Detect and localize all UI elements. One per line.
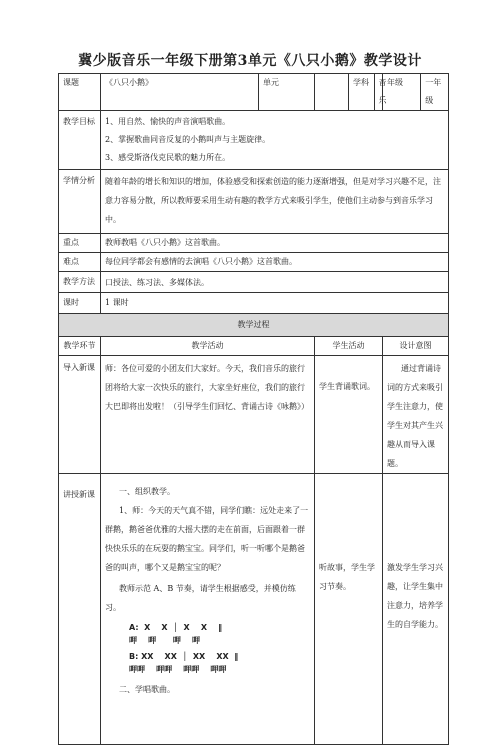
grade-cell	[383, 74, 449, 111]
process-row	[59, 474, 449, 745]
column-intent: 设计意图	[383, 337, 449, 356]
student-cell	[315, 474, 383, 745]
difficulty-text: 每位同学都会有感情的去演唱《八只小鹅》这首歌曲。	[101, 253, 449, 272]
stage-cell: 导入新课	[59, 356, 101, 474]
process-header-row	[59, 314, 449, 337]
goals-row	[59, 111, 449, 170]
activity-paragraph: 教师示范 A、B 节奏，请学生根据感受，并模仿练习。	[105, 584, 296, 612]
column-stage: 教学环节	[59, 337, 101, 356]
goals-label: 教学目标	[59, 111, 101, 170]
analysis-label: 学情分析	[59, 170, 101, 234]
activity-paragraph: 二、学唱歌曲。	[119, 685, 175, 694]
document-title: 冀少版音乐一年级下册第3单元《八只小鹅》教学设计	[78, 53, 422, 69]
intent-cell	[383, 474, 449, 745]
activity-cell: 师：各位可爱的小团友们大家好。今天，我们音乐的旅行团将给大家一次快乐的旅行，大家坐好座位，我们的旅行大巴即将出发啦！（引导学生们回忆、背诵古诗《咏鹅》）	[101, 356, 315, 474]
process-row	[59, 356, 449, 474]
analysis-text: 随着年龄的增长和知识的增加，体验感受和探索创造的能力逐渐增强，但是对学习兴趣不足，注意力容易分散，所以教师要采用生动有趣的教学方式来吸引学生，使他们主动参与到音乐学习中。	[101, 170, 449, 234]
activity-cell	[101, 474, 315, 745]
lesson-value: 《八只小鹅》	[101, 74, 259, 111]
stage-cell: 讲授新课	[59, 474, 101, 745]
lesson-label: 课题	[59, 74, 101, 111]
hours-row	[59, 293, 449, 314]
unit-value	[315, 74, 349, 111]
subject-label: 学科	[349, 74, 374, 110]
hours-label: 课时	[59, 293, 101, 314]
process-header: 教学过程	[59, 314, 449, 337]
unit-label: 单元	[259, 74, 315, 111]
student-cell	[315, 356, 383, 474]
column-activity: 教学活动	[101, 337, 315, 356]
activity-paragraph: 1、师：今天的天气真不错，同学们瞧：远处走来了一群鹅，鹅爸爸优雅的大摇大摆的走在前面，后面跟着一群快快乐乐的在玩耍的鹅宝宝。同学们，听一听哪个是鹅爸爸的叫声，哪个又是鹅宝宝的呢？	[105, 506, 309, 572]
methods-row	[59, 272, 449, 293]
grade-value: 一年级	[425, 78, 442, 105]
student-text: 听故事，学生学习节奏。	[319, 563, 375, 591]
grade-label: 年级	[383, 74, 421, 110]
difficulty-label: 难点	[59, 253, 101, 272]
hours-text: 1 课时	[101, 293, 449, 314]
rhythm-a-words: 呷 呷 呷 呷	[129, 636, 200, 645]
activity-heading: 一、组织教学。	[119, 487, 175, 496]
goal-item: 3、感受斯洛伐克民歌的魅力所在。	[105, 153, 231, 162]
subject-grade-cell	[349, 74, 387, 111]
rhythm-b-words: 呷呷 呷呷 呷呷 呷呷	[129, 665, 227, 674]
header-row	[59, 74, 449, 111]
rhythm-a: A: X X │ X X ‖	[129, 623, 223, 632]
goal-item: 1、用自然、愉快的声音演唱歌曲。	[105, 117, 231, 126]
intent-cell: 通过背诵诗词的方式来吸引学生注意力，使学生对其产生兴趣从而导入课题。	[383, 356, 449, 474]
methods-label: 教学方法	[59, 272, 101, 293]
student-text: 学生背诵歌词。	[319, 382, 375, 391]
difficulty-row	[59, 253, 449, 272]
key-point-row	[59, 234, 449, 253]
subject-value: 音乐	[378, 78, 387, 105]
column-student: 学生活动	[315, 337, 383, 356]
analysis-row	[59, 170, 449, 234]
rhythm-b: B: XX XX │ XX XX ‖	[129, 652, 239, 661]
goal-item: 2、掌握歌曲同音反复的小鹅叫声与主题旋律。	[105, 135, 271, 144]
lesson-plan-table	[58, 73, 449, 745]
intent-text: 激发学生学习兴趣，让学生集中注意力，培养学生的自学能力。	[387, 563, 443, 629]
key-point-label: 重点	[59, 234, 101, 253]
goals-list	[101, 111, 449, 170]
process-columns-row	[59, 337, 449, 356]
methods-text: 口授法、练习法、多媒体法。	[101, 272, 449, 293]
key-point-text: 教师教唱《八只小鹅》这首歌曲。	[101, 234, 449, 253]
